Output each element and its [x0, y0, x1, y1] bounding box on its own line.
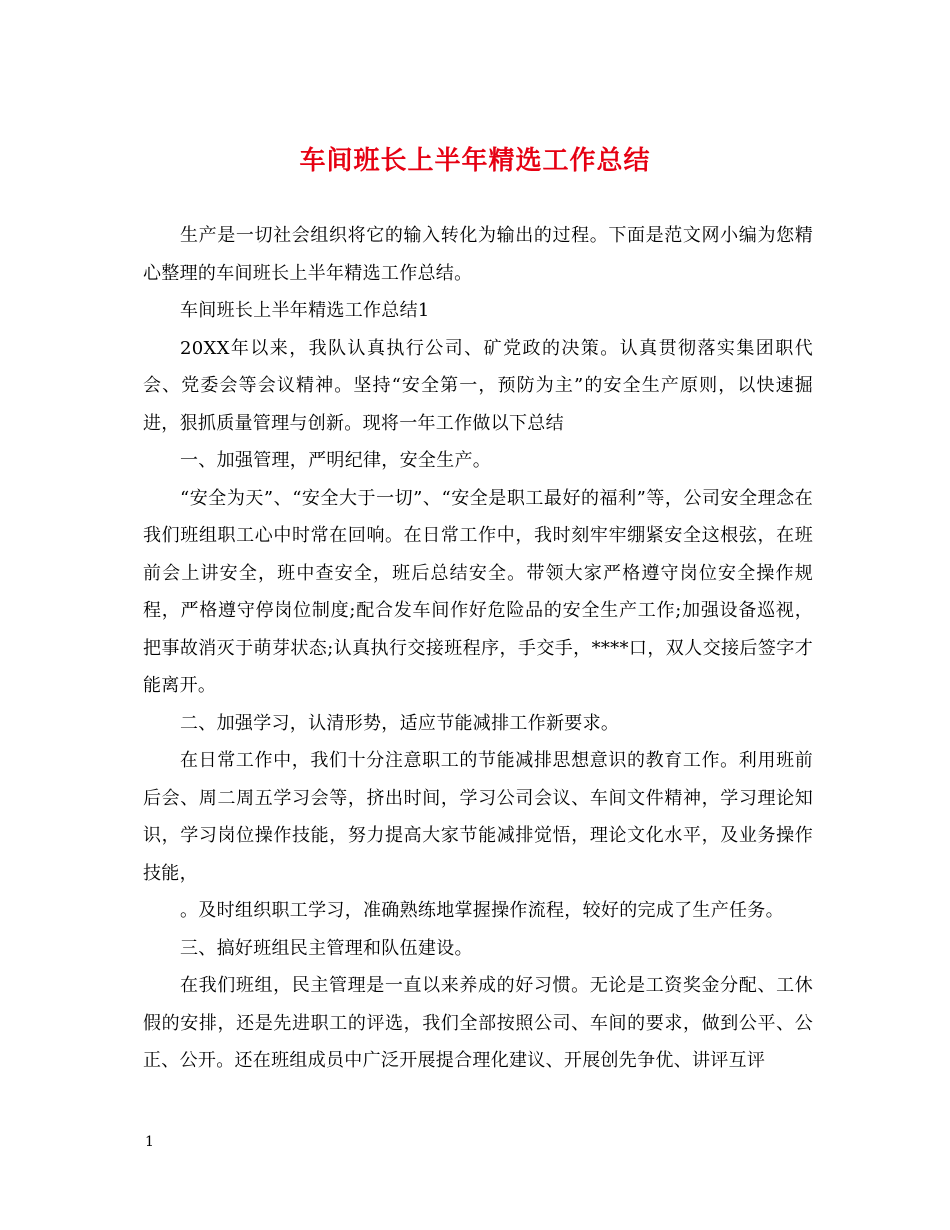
paragraph-safety: “安全为天”、“安全大于一切”、“安全是职工最好的福利”等，公司安全理念在我们班组职工心中时常在回响。在日常工作中，我时刻牢牢绷紧安全这根弦，在班前会上讲安全，班中查安全，班后总结安全。带领大家严格遵守岗位安全操作规程，严格遵守停岗位制度;配合发车间作好危险品的安全生产工作;加强设备巡视，把事故消灭于萌芽状态;认真执行交接班程序，手交手，****口，双人交接后签字才能离开。 [143, 487, 813, 696]
document-title: 车间班长上半年精选工作总结 [299, 146, 651, 176]
page-number: 1 [145, 1134, 154, 1150]
paragraph-subtitle: 车间班长上半年精选工作总结1 [180, 300, 430, 321]
section-heading-3: 三、搞好班组民主管理和队伍建设。 [180, 937, 473, 959]
section-heading-1: 一、加强管理，严明纪律，安全生产。 [180, 450, 492, 471]
document-body [143, 217, 813, 1080]
paragraph-intro: 生产是一切社会组织将它的输入转化为输出的过程。下面是范文网小编为您精心整理的车间班长上半年精选工作总结。 [143, 225, 813, 284]
paragraph-study: 在日常工作中，我们十分注意职工的节能减排思想意识的教育工作。利用班前后会、周二周五学习会等，挤出时间，学习公司会议、车间文件精神，学习理论知识，学习岗位操作技能，努力提高大家节能减排觉悟，理论文化水平，及业务操作技能， [143, 750, 813, 884]
paragraph-democracy: 在我们班组，民主管理是一直以来养成的好习惯。无论是工资奖金分配、工休假的安排，还是先进职工的评选，我们全部按照公司、车间的要求，做到公平、公正、公开。还在班组成员中广泛开展提合理化建议、开展创先争优、讲评互评 [143, 975, 813, 1071]
paragraph-overview: 20XX年以来，我队认真执行公司、矿党政的决策。认真贯彻落实集团职代会、党委会等会议精神。坚持“安全第一，预防为主”的安全生产原则，以快速掘进，狠抓质量管理与创新。现将一年工作做以下总结 [143, 337, 813, 434]
paragraph-training: 。及时组织职工学习，准确熟练地掌握操作流程，较好的完成了生产任务。 [180, 900, 784, 921]
section-heading-2: 二、加强学习，认清形势，适应节能减排工作新要求。 [180, 712, 620, 734]
